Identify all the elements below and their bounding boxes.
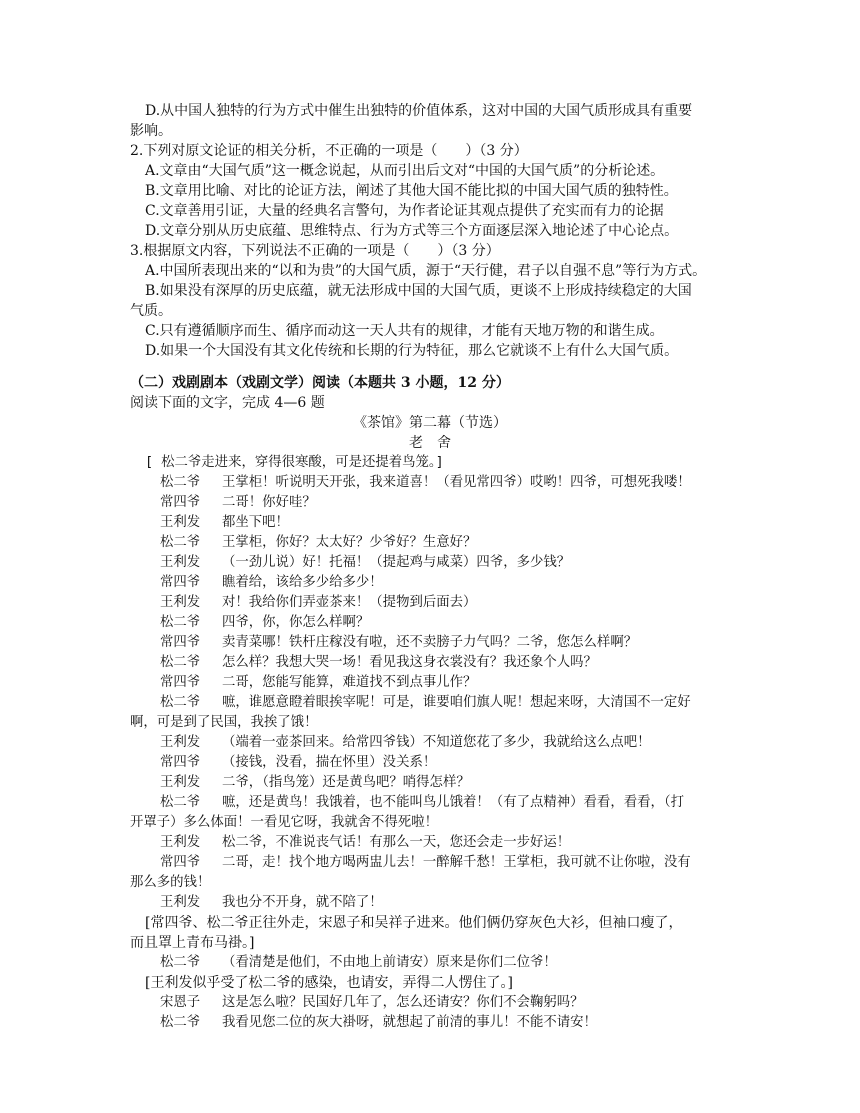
speaker-name: 松二爷 (160, 955, 201, 970)
speaker-name: 常四爷 (160, 575, 201, 590)
dialogue-line (160, 953, 557, 973)
q1-option-d-cont: 影响。 (130, 123, 172, 139)
dialogue-line (160, 493, 316, 513)
section-heading: （二）戏剧剧本（戏剧文学）阅读（本题共 3 小题，12 分） (130, 375, 510, 391)
speaker-name: 松二爷 (160, 615, 201, 630)
dialogue-text: 王掌柜！听说明天开张，我来道喜！（看见常四爷）哎哟！四爷，可想死我喽！ (222, 475, 691, 490)
q2-option-b: B.文章用比喻、对比的论证方法，阐述了其他大国不能比拟的中国大国气质的独特性。 (145, 183, 678, 199)
q2-stem: 2.下列对原文论证的相关分析，不正确的一项是（ ）（3 分） (130, 143, 528, 159)
dialogue-line (160, 673, 476, 693)
stage-direction-cont: 而且罩上青布马褂。] (130, 935, 255, 951)
stage-direction: [ 松二爷走进来，穿得很寒酸，可是还提着鸟笼。] (145, 455, 444, 470)
speaker-name: 王利发 (160, 835, 201, 850)
dialogue-text: 二哥，您能写能算，难道找不到点事儿作？ (222, 675, 477, 690)
dialogue-text: 我看见您二位的灰大褂呀，就想起了前清的事儿！不能不请安！ (222, 1015, 597, 1030)
dialogue-text: 二爷，（指鸟笼）还是黄鸟吧？哨得怎样？ (222, 775, 470, 790)
q3-option-c: C.只有遵循顺序而生、循序而动这一天人共有的规律，才能有天地万物的和谐生成。 (145, 323, 664, 339)
speaker-name: 松二爷 (160, 535, 201, 550)
dialogue-line (160, 993, 584, 1013)
dialogue-line (160, 613, 369, 633)
dialogue-text-cont: 那么多的钱！ (130, 875, 211, 890)
speaker-name: 常四爷 (160, 855, 201, 870)
dialogue-text: （一劲儿说）好！托福！（提起鸡与咸菜）四爷，多少钱？ (222, 555, 571, 570)
dialogue-text: 二哥！你好哇？ (222, 495, 316, 510)
q2-option-d: D.文章分别从历史底蕴、思维特点、行为方式等三个方面逐层深入地论述了中心论点。 (145, 223, 679, 239)
dialogue-text: 这是怎么啦？民国好几年了，怎么还请安？你们不会鞠躬吗？ (222, 995, 584, 1010)
speaker-name: 松二爷 (160, 695, 201, 710)
dialogue-line (160, 573, 383, 593)
speaker-name: 松二爷 (160, 1015, 201, 1030)
dialogue-text: 王掌柜，你好？太太好？少爷好？生意好？ (222, 535, 477, 550)
dialogue-text: （端着一壶茶回来。给常四爷钱）不知道您花了多少，我就给这么点吧！ (222, 735, 651, 750)
stage-direction: [王利发似乎受了松二爷的感染，也请安，弄得二人愣住了。] (145, 975, 513, 991)
q3-option-d: D.如果一个大国没有其文化传统和长期的行为特征，那么它就谈不上有什么大国气质。 (145, 343, 679, 359)
speaker-name: 常四爷 (160, 755, 201, 770)
speaker-name: 松二爷 (160, 475, 201, 490)
speaker-name: 松二爷 (160, 655, 201, 670)
stage-direction: [常四爷、松二爷正往外走，宋恩子和吴祥子进来。他们俩仍穿灰色大衫，但袖口瘦了， (145, 915, 683, 931)
dialogue-text-cont: 开罩子）多么体面！一看见它呀，我就舍不得死啦！ (130, 815, 438, 830)
dialogue-line (160, 653, 597, 673)
dialogue-line (160, 473, 691, 493)
speaker-name: 王利发 (160, 515, 201, 530)
speaker-name: 常四爷 (160, 675, 201, 690)
q3-option-b: B.如果没有深厚的历史底蕴，就无法形成中国的大国气质，更谈不上形成持续稳定的大国 (145, 283, 692, 299)
q3-option-a: A.中国所表现出来的“以和为贵”的大国气质，源于“天行健，君子以自强不息”等行为方式。 (145, 263, 707, 279)
dialogue-text: 卖青菜哪！铁杆庄稼没有啦，还不卖膀子力气吗？二爷，您怎么样啊？ (222, 635, 638, 650)
dialogue-text: 瞧着给，该给多少给多少！ (222, 575, 383, 590)
dialogue-line (160, 753, 436, 773)
section-instruction: 阅读下面的文字，完成 4—6 题 (130, 395, 325, 411)
dialogue-text: （看清楚是他们，不由地上前请安）原来是你们二位爷！ (222, 955, 557, 970)
dialogue-line (160, 893, 383, 913)
dialogue-text: 都坐下吧！ (222, 515, 289, 530)
dialogue-text: 松二爷，不准说丧气话！有那么一天，您还会走一步好运！ (222, 835, 571, 850)
speaker-name: 王利发 (160, 775, 201, 790)
speaker-name: 王利发 (160, 895, 201, 910)
dialogue-line (160, 793, 684, 813)
dialogue-text: 嗻，谁愿意瞪着眼挨宰呢！可是，谁要咱们旗人呢！想起来呀，大清国不一定好 (222, 695, 691, 710)
dialogue-text: 我也分不开身，就不陪了！ (222, 895, 383, 910)
q3-stem: 3.根据原文内容，下列说法不正确的一项是（ ）（3 分） (130, 243, 500, 259)
dialogue-line (160, 533, 476, 553)
dialogue-text: 怎么样？我想大哭一场！看见我这身衣裳没有？我还象个人吗？ (222, 655, 597, 670)
speaker-name: 松二爷 (160, 795, 201, 810)
dialogue-line (160, 633, 637, 653)
speaker-name: 常四爷 (160, 635, 201, 650)
dialogue-text: 对！我给你们弄壶茶来！（提物到后面去） (222, 595, 477, 610)
dialogue-line (160, 853, 691, 873)
speaker-name: 王利发 (160, 595, 201, 610)
speaker-name: 常四爷 (160, 495, 201, 510)
speaker-name: 王利发 (160, 735, 201, 750)
dialogue-line (160, 1013, 597, 1033)
dialogue-text-cont: 啊，可是到了民国，我挨了饿！ (130, 715, 318, 730)
dialogue-line (160, 553, 570, 573)
dialogue-text: 二哥，走！找个地方喝两盅儿去！一醉解千愁！王掌柜，我可就不让你啦，没有 (222, 855, 691, 870)
dialogue-line (160, 513, 289, 533)
speaker-name: 王利发 (160, 555, 201, 570)
dialogue-text: （接钱，没看，揣在怀里）没关系！ (222, 755, 437, 770)
q3-option-b-cont: 气质。 (130, 303, 172, 319)
dialogue-text: 嗻，还是黄鸟！我饿着，也不能叫鸟儿饿着！（有了点精神）看看，看看，（打 (222, 795, 684, 810)
play-title: 《茶馆》第二幕（节选） (353, 415, 507, 431)
dialogue-text: 四爷，你，你怎么样啊？ (222, 615, 370, 630)
dialogue-line (160, 773, 470, 793)
q2-option-c: C.文章善用引证，大量的经典名言警句，为作者论证其观点提供了充实而有力的论据 (145, 203, 664, 219)
q1-option-d: D.从中国人独特的行为方式中催生出独特的价值体系，这对中国的大国气质形成具有重要 (145, 103, 693, 119)
dialogue-line (160, 593, 476, 613)
dialogue-line (160, 733, 651, 753)
play-author: 老 舍 (409, 435, 451, 451)
dialogue-line (160, 693, 691, 713)
dialogue-line (160, 833, 570, 853)
q2-option-a: A.文章由“大国气质”这一概念说起，从而引出后文对“中国的大国气质”的分析论述。 (145, 163, 665, 179)
speaker-name: 宋恩子 (160, 995, 201, 1010)
